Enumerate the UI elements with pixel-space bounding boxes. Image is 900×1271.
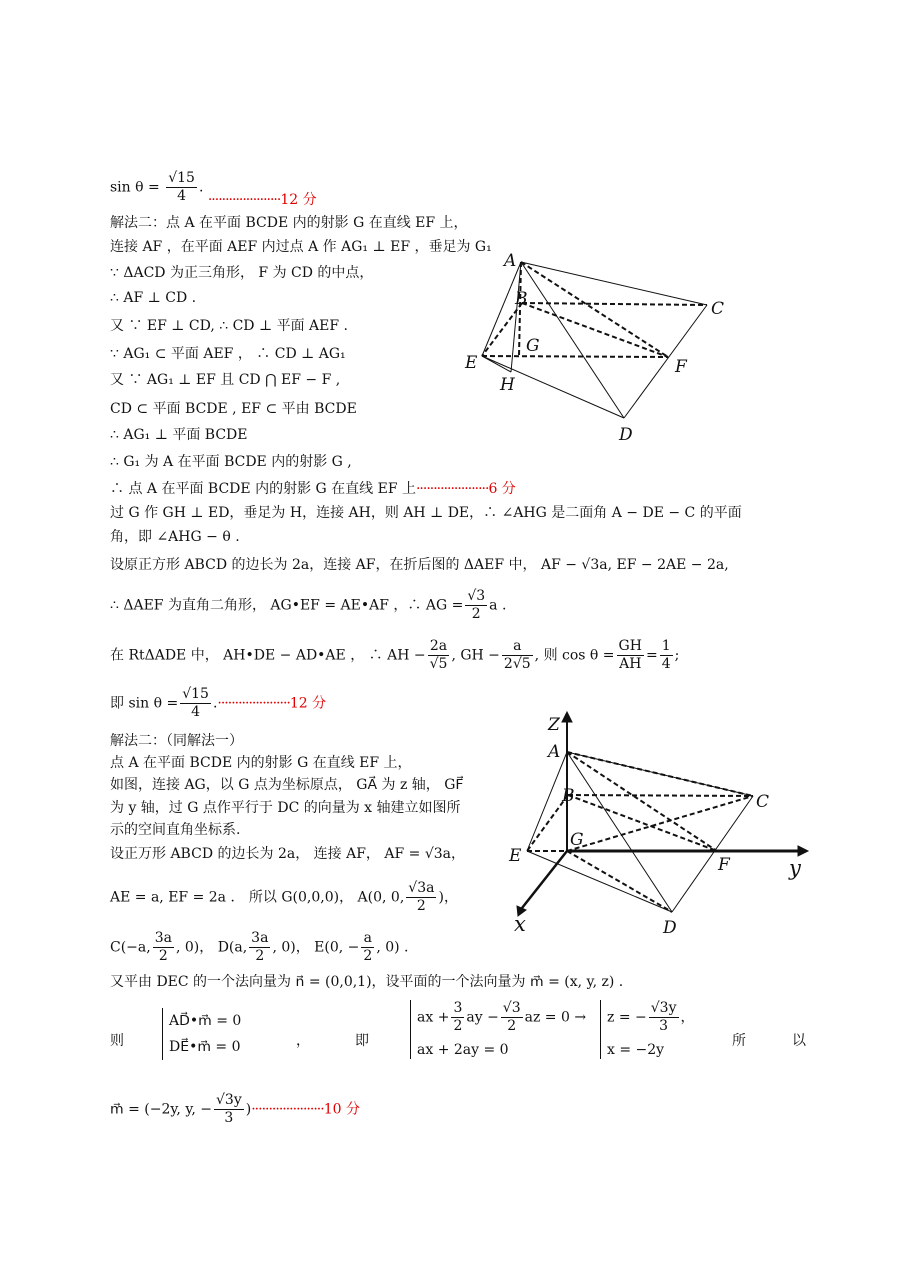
num: √15 [168, 170, 195, 186]
eq: DE⃗•m⃗ = 0 [169, 1039, 241, 1055]
den: 4 [177, 188, 187, 204]
score: 6 分 [488, 481, 516, 497]
text: ay − [466, 1009, 499, 1026]
text-line: 设正万形 ABCD 的边长为 2a， 连接 AF， AF = √3a， [110, 846, 466, 862]
eq: ax + 2ay = 0 [417, 1042, 509, 1058]
text: 在 RtΔADE 中， AH•DE − AD•AE ， ∴ AH − [110, 647, 426, 664]
text: . [198, 179, 204, 196]
text: 即 [355, 1033, 369, 1049]
label-C: C [756, 792, 770, 812]
num: a [361, 930, 374, 948]
num: √3 [467, 588, 486, 604]
den: 2√5 [503, 656, 531, 672]
text-line: 为 y 轴，过 G 点作平行于 DC 的向量为 x 轴建立如图所 [110, 800, 461, 816]
text: m⃗ = (−2y, y, − [110, 1101, 212, 1118]
den: 2 [507, 1018, 517, 1034]
num: √3 [502, 1000, 521, 1016]
num: a [502, 638, 533, 656]
text: ) [245, 1101, 252, 1118]
text: , 0) . [376, 939, 409, 956]
text: ， [680, 1009, 695, 1026]
text: ， [296, 1033, 310, 1049]
text: 以 [792, 1033, 806, 1049]
label-E: E [465, 353, 478, 373]
label-F: F [718, 855, 730, 875]
text: )， [438, 889, 458, 906]
text-line: 角，即 ∠AHG − θ . [110, 529, 240, 545]
figure-folded-pyramid [482, 262, 707, 418]
text-line: 又 ∵ EF ⊥ CD, ∴ CD ⊥ 平面 AEF . [110, 318, 348, 334]
den: 2 [453, 1018, 463, 1034]
text: 则 [110, 1033, 124, 1049]
text-line: ∴ AF ⊥ CD . [110, 290, 197, 306]
label-D: D [663, 918, 677, 938]
text-line: 如图，连接 AG，以 G 点为坐标原点， GA⃗ 为 z 轴， GF⃗ [110, 777, 464, 793]
score-dots: ····················· [251, 1101, 324, 1118]
label-B: B [515, 289, 528, 309]
num: 3a [154, 930, 172, 946]
label-F: F [675, 357, 687, 377]
text-line: ∴ G₁ 为 A 在平面 BCDE 内的射影 G , [110, 454, 352, 470]
score: 10 分 [323, 1101, 360, 1118]
text: ∴ ΔAEF 为直角二角形， AG•EF = AE•AF ，∴ AG = [110, 597, 464, 614]
text-line: 解法二：（同解法一） [110, 733, 243, 749]
label-C: C [711, 299, 725, 319]
text-line: 又 ∵ AG₁ ⊥ EF 且 CD ⋂ EF − F , [110, 372, 341, 388]
den: 3 [224, 1110, 234, 1126]
text-line: ∵ ΔACD 为正三角形， F 为 CD 的中点， [110, 265, 374, 281]
den: 2 [363, 948, 373, 964]
text-line: 设原正方形 ABCD 的边长为 2a，连接 AF，在折后图的 ΔAEF 中， AF − √3a, EF − 2AE − 2a, [110, 557, 729, 573]
text: , 0)， D(a, [175, 939, 248, 956]
text: az = 0 [524, 1009, 570, 1026]
text-line: ∴ AG₁ ⊥ 平面 BCDE [110, 427, 248, 443]
den: AH [619, 656, 642, 672]
den: 3 [659, 1018, 669, 1034]
num: 1 [661, 638, 671, 654]
num: √3y [216, 1092, 242, 1108]
eq: x = −2y [607, 1042, 665, 1058]
den: 2 [158, 948, 168, 964]
label-A: A [548, 742, 561, 762]
den: √5 [429, 656, 448, 672]
score-dots: ····················· [415, 481, 489, 497]
text-line: CD ⊂ 平面 BCDE , EF ⊂ 平由 BCDE [110, 401, 357, 417]
num: GH [618, 638, 642, 654]
text-line: 又平由 DEC 的一个法向量为 n⃗ = (0,0,1)，设平面的一个法向量为 m⃗ = (x, y, z) . [110, 974, 624, 990]
figure-coordinate-system [517, 712, 808, 916]
text: 所 [732, 1033, 746, 1049]
label-Z: Z [548, 715, 560, 735]
label-D: D [619, 425, 633, 445]
label-A: A [504, 251, 517, 271]
label-E: E [509, 846, 522, 866]
text-line: 过 G 作 GH ⊥ ED，垂足为 H，连接 AH，则 AH ⊥ DE，∴ ∠AHG 是二面角 A − DE − C 的平面 [110, 505, 742, 521]
score-dots: ····················· [217, 695, 290, 712]
den: 4 [191, 704, 201, 720]
text: = [645, 647, 658, 664]
text-line: ∵ AG₁ ⊂ 平面 AEF ， ∴ CD ⊥ AG₁ [110, 346, 346, 362]
text-line: 解法二：点 A 在平面 BCDE 内的射影 G 在直线 EF 上， [110, 215, 468, 231]
text-line: 示的空间直角坐标系. [110, 822, 241, 838]
text: ax + [417, 1009, 450, 1026]
text: , GH − [451, 647, 500, 664]
text: , 0)， E(0, − [272, 939, 360, 956]
den: 4 [661, 656, 671, 672]
text-line: 连接 AF ，在平面 AEF 内过点 A 作 AG₁ ⊥ EF ，垂足为 G₁ [110, 239, 492, 255]
text: ; [674, 647, 680, 664]
num: √15 [182, 686, 209, 702]
num: √3a [408, 880, 435, 896]
text: ∴ 点 A 在平面 BCDE 内的射影 G 在直线 EF 上 [110, 481, 416, 497]
text-line: 点 A 在平面 BCDE 内的射影 G 在直线 EF 上， [110, 755, 412, 771]
eq: AD⃗•m⃗ = 0 [169, 1013, 242, 1029]
label-G: G [570, 830, 584, 850]
text: AE = a, EF = 2a ． 所以 G(0,0,0)， A(0, 0, [110, 889, 405, 906]
text: a . [489, 597, 507, 614]
text: C(−a, [110, 939, 151, 956]
score-dots: ····················· [207, 191, 281, 208]
text: . [212, 695, 218, 712]
arrow: → [574, 1009, 587, 1026]
label-G: G [526, 336, 540, 356]
num: 3a [251, 930, 269, 946]
den: 2 [416, 898, 426, 914]
score: 12 分 [280, 191, 317, 208]
label-x-axis: x [514, 912, 526, 936]
label-H: H [500, 375, 515, 395]
text: , 则 cos θ = [534, 647, 615, 664]
den: 2 [471, 606, 481, 622]
den: 2 [255, 948, 265, 964]
num: 2a [428, 638, 450, 656]
text: 即 sin θ = [110, 695, 179, 712]
label-B: B [562, 786, 575, 806]
num: √3y [650, 1000, 677, 1016]
text: sin θ = [110, 179, 160, 196]
score: 12 分 [289, 695, 327, 712]
num: 3 [453, 1000, 463, 1016]
text: z = − [607, 1009, 647, 1026]
label-y-axis: y [789, 856, 801, 880]
